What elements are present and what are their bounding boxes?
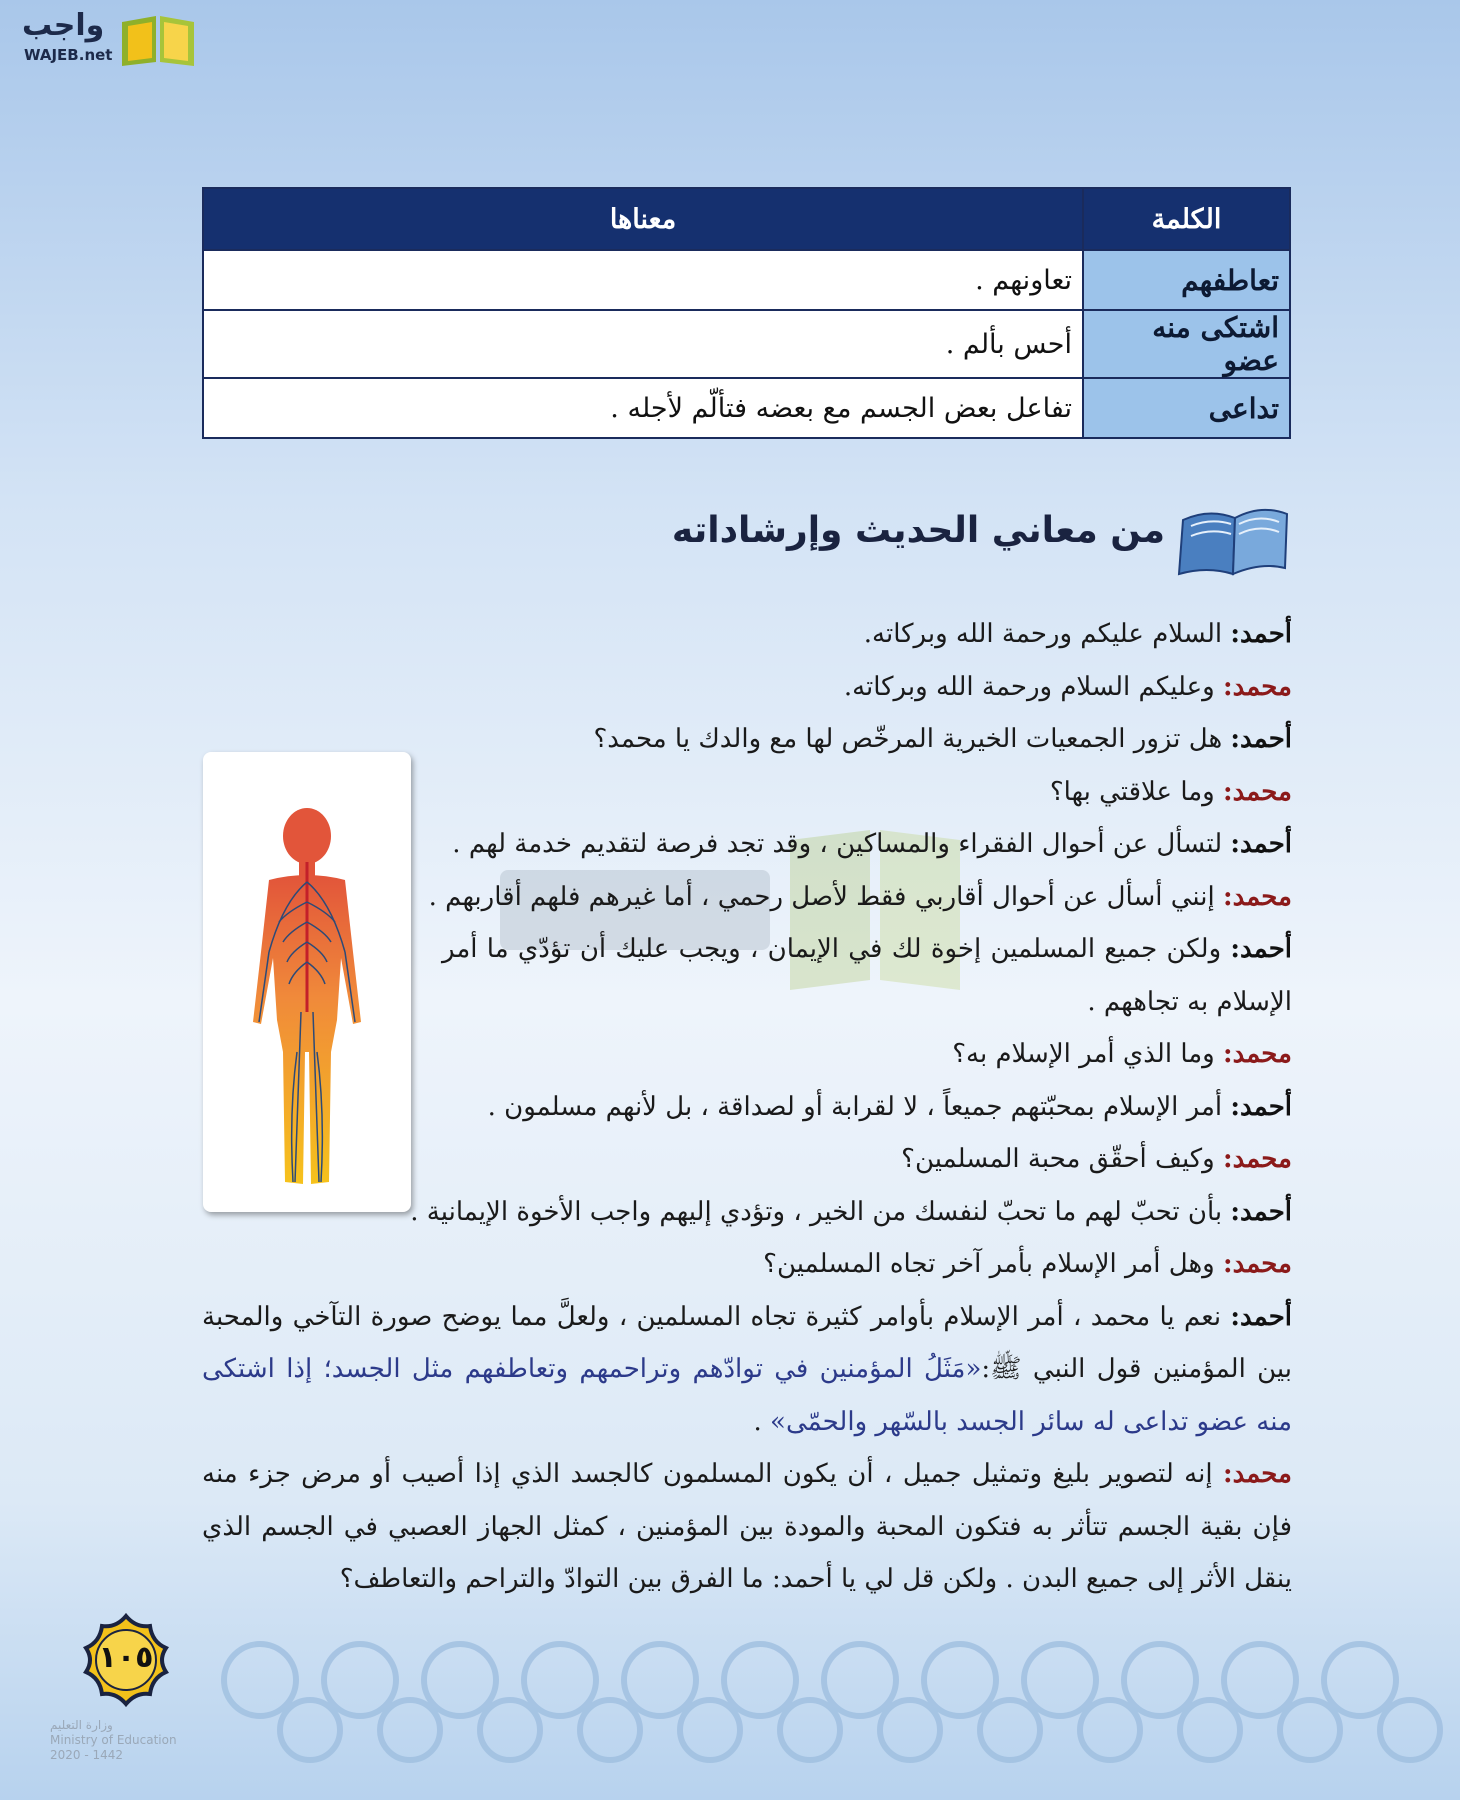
table-cell-word: تعاطفهم	[1083, 250, 1290, 310]
logo-brand: واجب	[22, 8, 105, 43]
open-book-icon	[1175, 500, 1295, 580]
ministry-name-ar: وزارة التعليم	[50, 1718, 113, 1732]
speaker-mohammed: محمد:	[1223, 1039, 1292, 1069]
speaker-ahmed: أحمد:	[1230, 619, 1292, 649]
page-number: ١٠٥	[98, 1640, 154, 1675]
dialogue-line	[202, 1081, 1292, 1134]
section-title: من معاني الحديث وإرشاداته	[671, 510, 1165, 551]
section-heading	[671, 500, 1295, 580]
speaker-mohammed: محمد:	[1223, 1144, 1292, 1174]
table-row	[203, 378, 1290, 438]
dialogue-text: وكيف أحقّق محبة المسلمين؟	[901, 1144, 1223, 1174]
speaker-mohammed: محمد:	[1223, 776, 1292, 807]
dialogue-text: وعليكم السلام ورحمة الله وبركاته.	[843, 671, 1223, 702]
dialogue-line	[202, 1133, 1292, 1186]
dialogue	[202, 608, 1292, 1606]
logo-site: WAJEB.net	[24, 46, 113, 64]
table-cell-meaning: تعاونهم .	[203, 250, 1083, 310]
dialogue-line	[442, 923, 1292, 1028]
ministry-year: 2020 - 1442	[50, 1748, 124, 1762]
hadith-quote: «مَثَلُ المؤمنين في توادّهم وتراحمهم وتعاطفهم مثل الجسد؛ إذا اشتكى منه عضو تداعى له سائر الجسد بالسّهر والحمّى»	[202, 1354, 1292, 1437]
table-cell-word: اشتكى منه عضو	[1083, 310, 1290, 378]
dialogue-text: إنه لتصوير بليغ وتمثيل جميل ، أن يكون المسلمون كالجسد الذي إذا أصيب أو مرض جزء منه فإن بقية الجسم تتأثر به فتكون المحبة والمودة بين المؤمنين ، كمثل الجهاز العصبي في الجسم الذي ينقل الأثر إلى جميع البدن . ولكن قل لي يا أحمد: ما الفرق بين التوادّ والتراحم والتعاطف؟	[202, 1459, 1292, 1594]
header-word: الكلمة	[1083, 188, 1290, 250]
table-cell-meaning: تفاعل بعض الجسم مع بعضه فتألّم لأجله .	[203, 378, 1083, 438]
dialogue-line	[202, 766, 1292, 819]
speaker-ahmed: أحمد:	[1230, 829, 1292, 859]
dialogue-line	[202, 713, 1292, 766]
dialogue-text: وما الذي أمر الإسلام به؟	[952, 1039, 1223, 1069]
speaker-ahmed: أحمد:	[1230, 1091, 1292, 1122]
speaker-mohammed: محمد:	[1223, 1249, 1292, 1279]
dialogue-text: وما علاقتي بها؟	[1049, 776, 1223, 807]
table-cell-meaning: أحس بألم .	[203, 310, 1083, 378]
speaker-ahmed: أحمد:	[1230, 1301, 1292, 1332]
dialogue-text: لتسأل عن أحوال الفقراء والمساكين ، وقد تجد فرصة لتقديم خدمة لهم .	[452, 829, 1231, 859]
dialogue-line	[202, 818, 1292, 871]
header-meaning: معناها	[203, 188, 1083, 250]
ministry-credit	[50, 1718, 177, 1763]
table-row	[203, 250, 1290, 310]
dialogue-line	[202, 661, 1292, 714]
dialogue-text: وهل أمر الإسلام بأمر آخر تجاه المسلمين؟	[763, 1249, 1223, 1279]
speaker-ahmed: أحمد:	[1230, 724, 1292, 754]
speaker-mohammed: محمد:	[1223, 881, 1292, 912]
dialogue-text: بأن تحبّ لهم ما تحبّ لنفسك من الخير ، وتؤدي إليهم واجب الأخوة الإيمانية .	[410, 1196, 1231, 1227]
wajeb-logo[interactable]	[10, 6, 190, 66]
dialogue-line	[202, 1291, 1292, 1449]
speaker-mohammed: محمد:	[1223, 671, 1292, 702]
vocabulary-table	[202, 187, 1291, 439]
dialogue-line	[202, 871, 1292, 924]
speaker-ahmed: أحمد:	[1230, 934, 1292, 964]
dialogue-text: ولكن جميع المسلمين إخوة لك في الإيمان ، ويجب عليك أن تؤدّي ما أمر الإسلام به تجاههم .	[442, 934, 1292, 1017]
dialogue-line	[202, 1186, 1292, 1239]
dialogue-text: أمر الإسلام بمحبّتهم جميعاً ، لا لقرابة أو لصداقة ، بل لأنهم مسلمون .	[487, 1091, 1231, 1122]
dialogue-line	[202, 1238, 1292, 1291]
dialogue-text: السلام عليكم ورحمة الله وبركاته.	[863, 619, 1231, 649]
table-cell-word: تداعى	[1083, 378, 1290, 438]
table-row	[203, 310, 1290, 378]
dialogue-line	[202, 608, 1292, 661]
ministry-name-en: Ministry of Education	[50, 1733, 177, 1747]
dialogue-line	[202, 1448, 1292, 1606]
speaker-mohammed: محمد:	[1223, 1459, 1292, 1489]
decorative-footer-band	[0, 1620, 1460, 1800]
dialogue-text-tail: .	[753, 1406, 771, 1437]
book-logo-icon	[118, 10, 198, 68]
dialogue-line	[202, 1028, 1292, 1081]
dialogue-text: إنني أسأل عن أحوال أقاربي فقط لأصل رحمي ، أما غيرهم فلهم أقاربهم .	[428, 881, 1223, 912]
table-header-row	[203, 188, 1290, 250]
dialogue-text: نعم يا محمد ، أمر الإسلام بأوامر كثيرة تجاه المسلمين ، ولعلَّ مما يوضح صورة التآخي والمحبة بين المؤمنين قول النبي ﷺ:	[202, 1301, 1293, 1384]
speaker-ahmed: أحمد:	[1230, 1196, 1292, 1227]
dialogue-text: هل تزور الجمعيات الخيرية المرخّص لها مع والدك يا محمد؟	[593, 724, 1231, 754]
